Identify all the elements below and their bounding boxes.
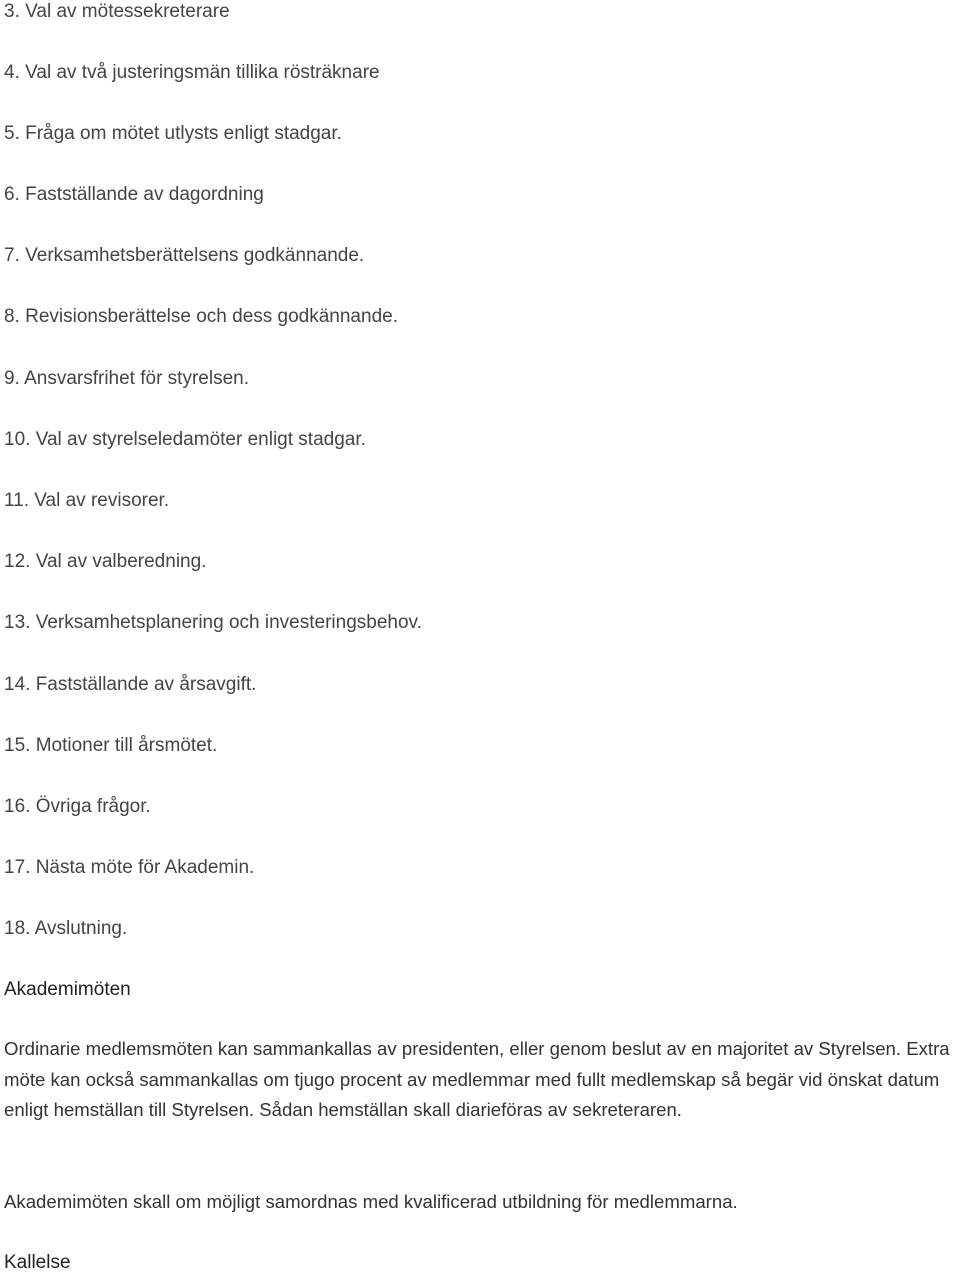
agenda-item-14: 14. Fastställande av årsavgift. <box>4 674 257 695</box>
agenda-item-4: 4. Val av två justeringsmän tillika rösträknare <box>4 62 380 83</box>
agenda-item-10: 10. Val av styrelseledamöter enligt stadgar. <box>4 429 366 450</box>
agenda-item-12: 12. Val av valberedning. <box>4 551 207 572</box>
agenda-item-6: 6. Fastställande av dagordning <box>4 184 264 205</box>
section-heading-akademimoten: Akademimöten <box>4 979 131 1000</box>
agenda-item-17: 17. Nästa möte för Akademin. <box>4 857 255 878</box>
agenda-item-15: 15. Motioner till årsmötet. <box>4 735 218 756</box>
agenda-item-5: 5. Fråga om mötet utlysts enligt stadgar. <box>4 123 342 144</box>
agenda-item-11: 11. Val av revisorer. <box>4 490 170 511</box>
agenda-item-16: 16. Övriga frågor. <box>4 796 151 817</box>
agenda-item-3: 3. Val av mötessekreterare <box>4 1 230 22</box>
agenda-item-18: 18. Avslutning. <box>4 918 128 939</box>
agenda-item-7: 7. Verksamhetsberättelsens godkännande. <box>4 245 365 266</box>
agenda-item-9: 9. Ansvarsfrihet för styrelsen. <box>4 368 249 389</box>
akademimoten-paragraph-2: Akademimöten skall om möjligt samordnas med kvalificerad utbildning för medlemmarna. <box>4 1191 738 1212</box>
akademimoten-paragraph-1: Ordinarie medlemsmöten kan sammankallas av presidenten, eller genom beslut av en majoritet av Styrelsen. Extra möte kan också sammankallas om tjugo procent av medlemmar med fullt medlemskap så begär vid önskat datum enligt hemställan till Styrelsen. Sådan hemställan skall diarieföras av sekreteraren. <box>4 1038 950 1120</box>
agenda-item-13: 13. Verksamhetsplanering och investeringsbehov. <box>4 612 422 633</box>
section-heading-kallelse: Kallelse <box>4 1252 71 1273</box>
agenda-item-8: 8. Revisionsberättelse och dess godkännande. <box>4 306 398 327</box>
